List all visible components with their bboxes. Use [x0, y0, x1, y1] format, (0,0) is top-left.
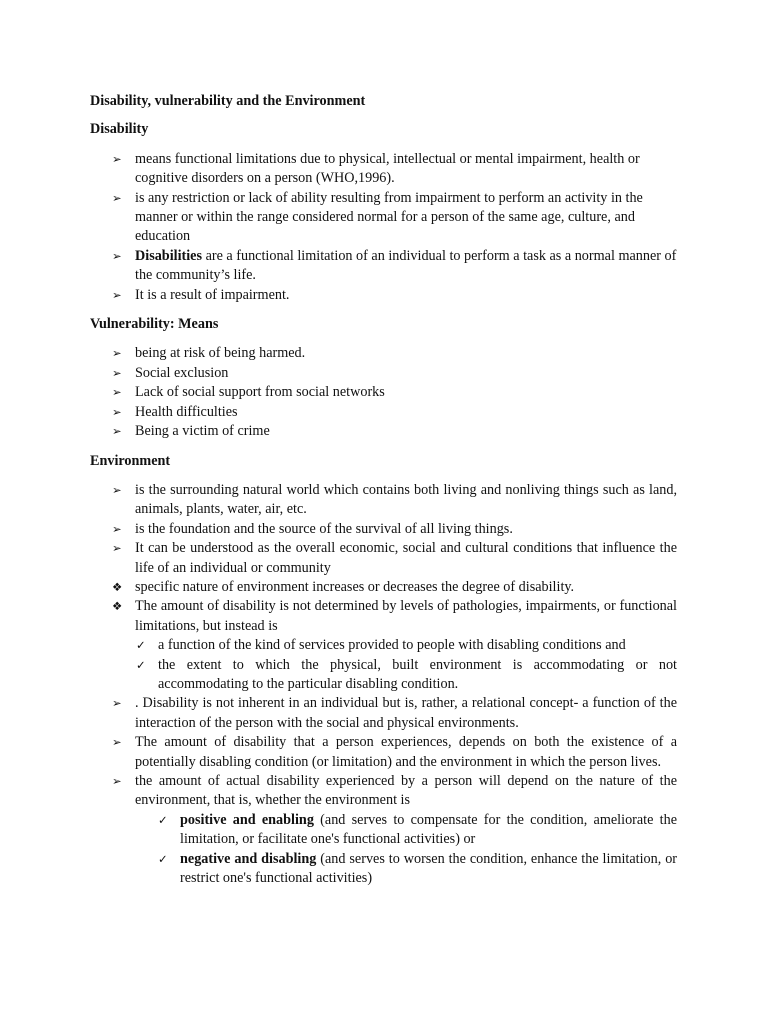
- arrow-bullet-icon: ➢: [112, 482, 122, 497]
- sub-list-item: ✓ a function of the kind of services provided to people with disabling conditions and: [135, 636, 677, 655]
- list-item: ➢ It is a result of impairment.: [90, 286, 677, 305]
- check-bullet-icon: ✓: [158, 812, 168, 827]
- list-item: ➢ The amount of disability that a person experiences, depends on both the existence of a potentially disabling condition (or limitation) and the environment in which the person lives.: [112, 734, 677, 770]
- environment-list: [90, 481, 677, 889]
- list-item: ➢ is any restriction or lack of ability resulting from impairment to perform an activity in the manner or within the range considered normal for a person of the same age, culture, and education: [112, 189, 643, 245]
- check-bullet-icon: ✓: [158, 851, 168, 866]
- arrow-bullet-icon: ➢: [112, 404, 122, 419]
- list-item: ➢ It can be understood as the overall economic, social and cultural conditions that influence the life of an individual or community: [112, 540, 677, 576]
- list-item: ➢ means functional limitations due to physical, intellectual or mental impairment, health or cognitive disorders on a person (WHO,1996).: [112, 150, 640, 187]
- arrow-bullet-icon: ➢: [112, 735, 122, 750]
- check-bullet-icon: ✓: [136, 657, 146, 672]
- arrow-bullet-icon: ➢: [112, 190, 122, 205]
- list-item: ➢ Health difficulties: [90, 403, 677, 422]
- sub-list-item: ✓ positive and enabling (and serves to compensate for the condition, ameliorate the limitation, or facilitate one's functional activities) or: [158, 811, 678, 848]
- list-item: ➢ Lack of social support from social networks: [90, 383, 677, 402]
- list-item: ➢ Disabilities are a functional limitation of an individual to perform a task as a normal manner of the community’s life.: [112, 247, 677, 284]
- list-item: ➢ the amount of actual disability experienced by a person will depend on the nature of the environment, that is, whether the environment is ✓ positive and enabling (and serves to compensate for the condition, ameliorate the limitation, or facilitate one's functional activities) or ✓ negative and disabling (and serves to worsen the condition, enhance the limitation, or restrict one's functional activities): [90, 772, 677, 888]
- arrow-bullet-icon: ➢: [112, 287, 122, 302]
- heading-disability: Disability: [90, 121, 149, 138]
- arrow-bullet-icon: ➢: [112, 541, 122, 556]
- heading-vulnerability: Vulnerability: Means: [90, 316, 219, 333]
- diamond-bullet-icon: ❖: [112, 599, 123, 614]
- document-body: [90, 92, 677, 898]
- disability-list: [90, 150, 677, 305]
- heading-environment: Environment: [90, 452, 171, 469]
- list-item: ➢ Social exclusion: [90, 364, 677, 383]
- arrow-bullet-icon: ➢: [112, 365, 122, 380]
- arrow-bullet-icon: ➢: [112, 774, 122, 788]
- list-item: ❖ specific nature of environment increases or decreases the degree of disability.: [90, 578, 677, 597]
- arrow-bullet-icon: ➢: [112, 696, 122, 711]
- arrow-bullet-icon: ➢: [112, 521, 122, 536]
- arrow-bullet-icon: ➢: [112, 151, 122, 166]
- sub-list-item: ✓ negative and disabling (and serves to worsen the condition, enhance the limitation, or restrict one's functional activities): [158, 850, 678, 887]
- sub-list: [157, 811, 677, 889]
- arrow-bullet-icon: ➢: [112, 385, 122, 400]
- sub-list-item: ✓ the extent to which the physical, built environment is accommodating or not accommodating to the particular disabling condition.: [136, 656, 677, 692]
- vulnerability-list: [90, 344, 677, 441]
- arrow-bullet-icon: ➢: [112, 424, 122, 439]
- arrow-bullet-icon: ➢: [112, 346, 122, 361]
- document-title: Disability, vulnerability and the Environment: [90, 93, 366, 109]
- list-item: ➢ is the surrounding natural world which contains both living and nonliving things such as land, animals, plants, water, air, etc.: [112, 481, 677, 518]
- list-item: ❖ The amount of disability is not determined by levels of pathologies, impairments, or functional limitations, but instead is ✓ a function of the kind of services provided to people with disabling conditions and ✓ the extent to which the physical, built environment is accommodating or not accommodating to the particular disabling condition.: [90, 597, 677, 694]
- arrow-bullet-icon: ➢: [112, 248, 122, 263]
- diamond-bullet-icon: ❖: [112, 579, 123, 594]
- sub-list: [135, 636, 677, 694]
- check-bullet-icon: ✓: [136, 638, 146, 653]
- list-item: ➢ is the foundation and the source of the survival of all living things.: [90, 520, 677, 539]
- list-item: ➢ . Disability is not inherent in an individual but is, rather, a relational concept- a function of the interaction of the person with the social and physical environments.: [112, 695, 677, 731]
- list-item: ➢ Being a victim of crime: [90, 422, 677, 441]
- list-item: ➢ being at risk of being harmed.: [90, 344, 677, 363]
